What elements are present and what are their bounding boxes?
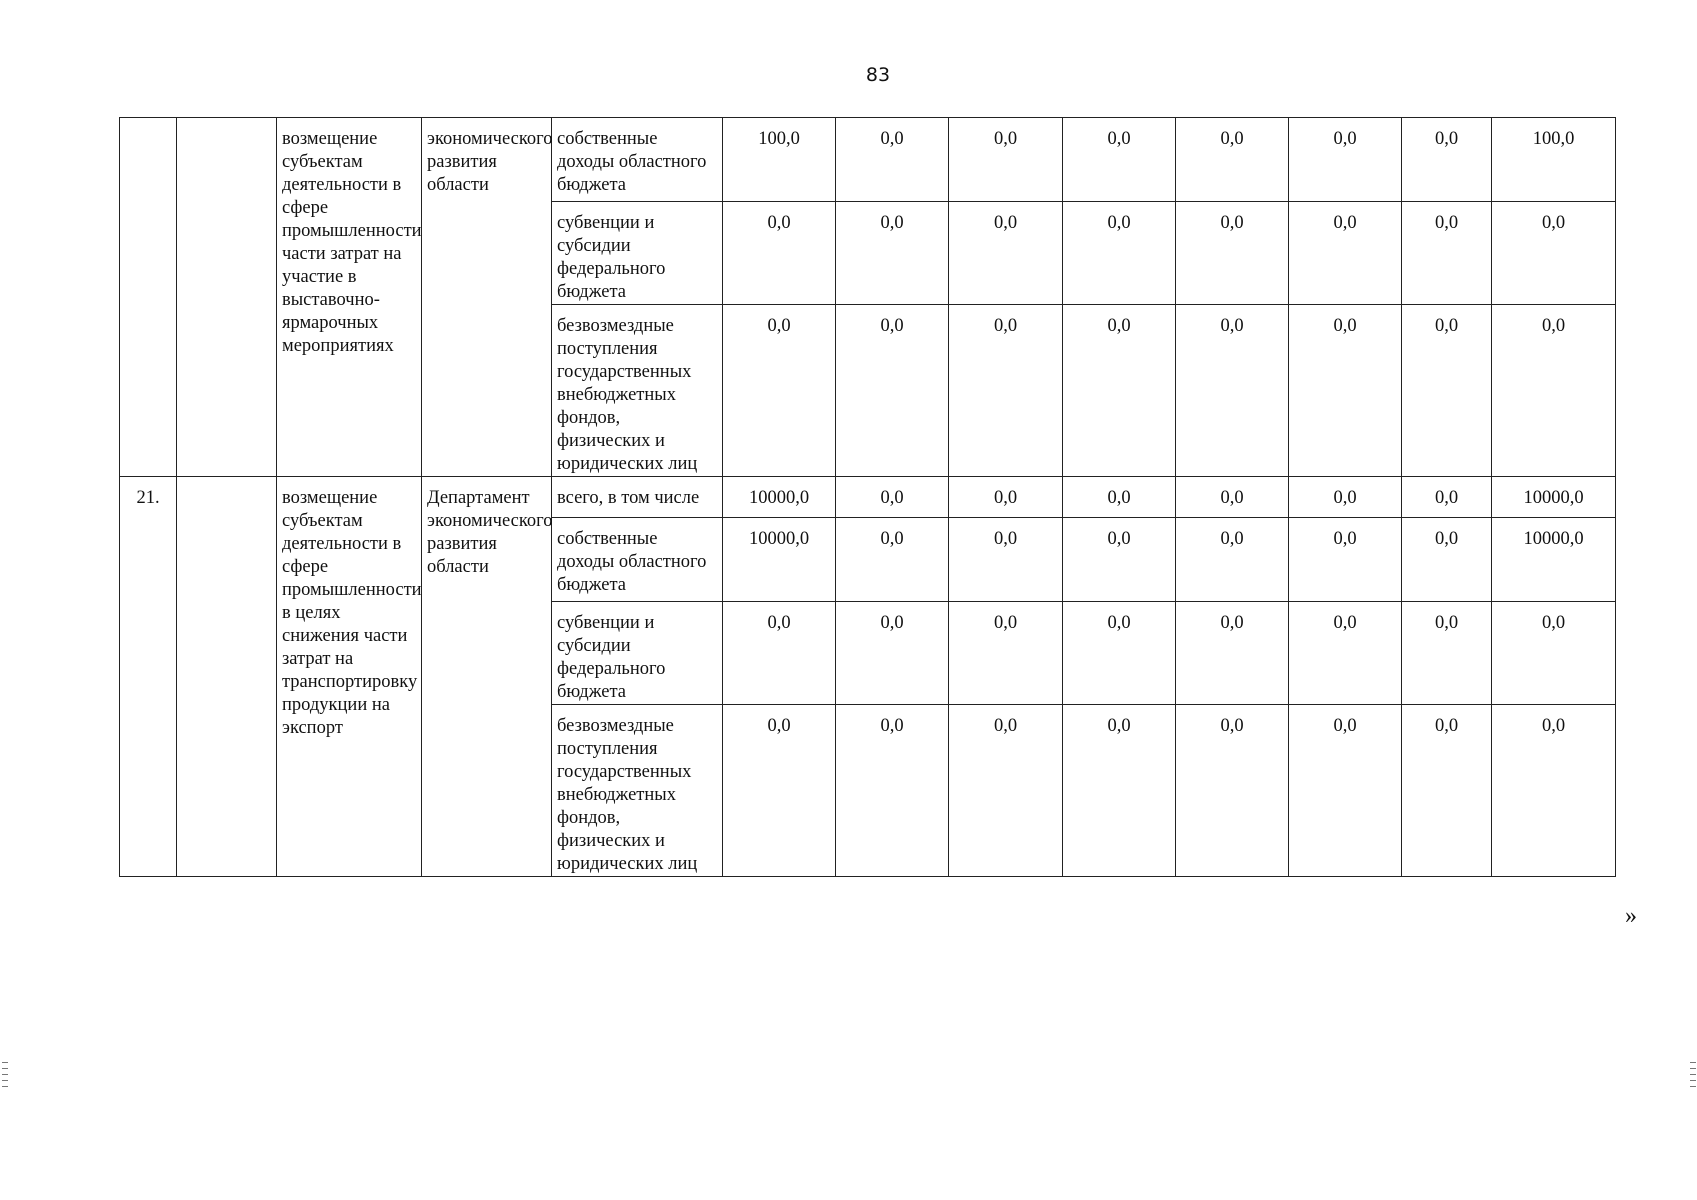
value-cell — [723, 705, 836, 877]
value-text: 0,0 — [993, 316, 1018, 336]
value-text: 0,0 — [993, 488, 1018, 508]
value-cell — [949, 602, 1063, 705]
value-text: 0,0 — [1541, 316, 1566, 336]
value-text: 0,0 — [1333, 129, 1357, 149]
measure-name-cell-text: возмещение субъектам деятельности в сфере промышленности в целях снижения части затрат на транспортировку продукции на экспорт — [282, 488, 422, 738]
value-cell — [723, 602, 836, 705]
value-text: 0,0 — [1107, 716, 1131, 736]
value-cell — [949, 518, 1063, 602]
value-cell — [836, 602, 949, 705]
funding-source-cell — [552, 202, 723, 305]
value-text: 0,0 — [1333, 488, 1357, 508]
value-text: 0,0 — [1333, 529, 1357, 549]
funding-source-text: собственные доходы областного бюджета — [557, 529, 707, 595]
value-text: 0,0 — [993, 129, 1018, 149]
value-text: 0,0 — [1220, 613, 1244, 633]
value-text: 0,0 — [880, 716, 904, 736]
value-cell — [723, 305, 836, 477]
executor-cell — [422, 118, 552, 477]
value-text: 0,0 — [1434, 316, 1459, 336]
value-cell — [1176, 202, 1289, 305]
value-text: 0,0 — [880, 129, 904, 149]
value-cell — [1492, 305, 1616, 477]
value-cell — [949, 305, 1063, 477]
value-cell — [1289, 518, 1402, 602]
value-text: 0,0 — [767, 613, 791, 633]
value-text: 0,0 — [1220, 716, 1244, 736]
value-cell — [836, 705, 949, 877]
value-text: 0,0 — [1107, 613, 1131, 633]
value-text: 10000,0 — [748, 488, 810, 508]
value-text: 100,0 — [1532, 129, 1575, 149]
value-cell — [1402, 477, 1492, 518]
value-cell — [1492, 118, 1616, 202]
value-text: 0,0 — [993, 213, 1018, 233]
value-text: 0,0 — [880, 529, 904, 549]
value-cell — [1063, 705, 1176, 877]
funding-source-text: субвенции и субсидии федерального бюджета — [557, 213, 666, 302]
budget-table — [119, 117, 1616, 877]
empty-cell-text — [177, 477, 276, 487]
funding-source-cell — [552, 118, 723, 202]
value-cell — [1402, 305, 1492, 477]
funding-source-cell — [552, 705, 723, 877]
value-cell — [1492, 705, 1616, 877]
empty-cell-text — [177, 118, 276, 128]
value-cell — [1402, 202, 1492, 305]
value-text: 0,0 — [1220, 129, 1244, 149]
value-cell — [1289, 118, 1402, 202]
value-text: 0,0 — [1220, 529, 1244, 549]
value-text: 0,0 — [1333, 613, 1357, 633]
closing-quote: » — [1625, 903, 1637, 929]
value-cell — [1289, 202, 1402, 305]
value-text: 0,0 — [767, 213, 791, 233]
funding-source-text: собственные доходы областного бюджета — [557, 129, 707, 195]
value-cell — [1402, 705, 1492, 877]
value-text: 0,0 — [1434, 613, 1459, 633]
value-cell — [723, 518, 836, 602]
funding-source-text: субвенции и субсидии федерального бюджета — [557, 613, 666, 702]
executor-cell — [422, 477, 552, 877]
value-text: 0,0 — [880, 213, 904, 233]
page-number: 83 — [865, 64, 891, 86]
value-cell — [1402, 518, 1492, 602]
value-text: 0,0 — [1220, 316, 1244, 336]
value-text: 0,0 — [880, 613, 904, 633]
value-cell — [836, 305, 949, 477]
value-text: 0,0 — [1434, 213, 1459, 233]
value-text: 10000,0 — [1523, 529, 1584, 549]
value-cell — [949, 118, 1063, 202]
value-cell — [723, 202, 836, 305]
value-text: 0,0 — [1434, 488, 1459, 508]
value-cell — [836, 202, 949, 305]
value-text: 0,0 — [1220, 213, 1244, 233]
value-cell — [1176, 305, 1289, 477]
value-cell — [1402, 118, 1492, 202]
value-cell — [1063, 118, 1176, 202]
value-text: 10000,0 — [748, 529, 810, 549]
value-text: 0,0 — [1434, 129, 1459, 149]
value-cell — [1176, 118, 1289, 202]
funding-source-text: безвозмездные поступления государственных внебюджетных фондов, физических и юридических лиц — [557, 316, 698, 474]
funding-source-cell — [552, 477, 723, 518]
value-cell — [949, 202, 1063, 305]
value-cell — [949, 705, 1063, 877]
funding-source-cell — [552, 305, 723, 477]
table-body — [120, 118, 1616, 877]
value-cell — [1176, 602, 1289, 705]
value-cell — [1063, 202, 1176, 305]
value-cell — [1063, 477, 1176, 518]
value-text: 0,0 — [880, 316, 904, 336]
value-text: 0,0 — [767, 716, 791, 736]
value-text: 10000,0 — [1523, 488, 1584, 508]
table-row — [120, 477, 1616, 518]
value-text: 0,0 — [1107, 213, 1131, 233]
empty-cell — [177, 477, 277, 877]
value-cell — [723, 477, 836, 518]
value-cell — [1289, 305, 1402, 477]
value-text: 0,0 — [767, 316, 791, 336]
value-cell — [1176, 518, 1289, 602]
value-text: 0,0 — [1434, 529, 1459, 549]
value-text: 100,0 — [758, 129, 800, 149]
table-row — [120, 118, 1616, 202]
value-cell — [723, 118, 836, 202]
value-text: 0,0 — [1333, 316, 1357, 336]
value-cell — [1063, 305, 1176, 477]
measure-name-cell — [277, 118, 422, 477]
value-cell — [1289, 477, 1402, 518]
value-cell — [836, 118, 949, 202]
executor-cell-text: Департамент экономического развития области — [427, 488, 553, 577]
value-text: 0,0 — [993, 529, 1018, 549]
value-cell — [836, 477, 949, 518]
value-text: 0,0 — [1434, 716, 1459, 736]
value-cell — [1289, 705, 1402, 877]
value-text: 0,0 — [1107, 488, 1131, 508]
value-text: 0,0 — [993, 613, 1018, 633]
funding-source-text: безвозмездные поступления государственных внебюджетных фондов, физических и юридических лиц — [557, 716, 698, 874]
value-text: 0,0 — [1107, 529, 1131, 549]
value-text: 0,0 — [1541, 213, 1566, 233]
measure-name-cell-text: возмещение субъектам деятельности в сфере промышленности части затрат на участие в выставочно-ярмарочных мероприятиях — [282, 129, 422, 356]
value-cell — [1176, 477, 1289, 518]
left-edge-marks — [2, 1062, 8, 1088]
value-cell — [1402, 602, 1492, 705]
value-cell — [1492, 477, 1616, 518]
value-cell — [1063, 602, 1176, 705]
funding-source-text: всего, в том числе — [557, 488, 700, 508]
row-index-cell-text — [120, 118, 176, 128]
value-text: 0,0 — [1541, 716, 1566, 736]
right-edge-marks — [1690, 1062, 1696, 1088]
value-text: 0,0 — [880, 488, 904, 508]
row-index-cell — [120, 477, 177, 877]
measure-name-cell — [277, 477, 422, 877]
value-text: 0,0 — [1107, 129, 1131, 149]
value-text: 0,0 — [993, 716, 1018, 736]
executor-cell-text: экономического развития области — [427, 129, 553, 195]
value-cell — [1063, 518, 1176, 602]
value-text: 0,0 — [1107, 316, 1131, 336]
value-cell — [836, 518, 949, 602]
value-cell — [949, 477, 1063, 518]
value-cell — [1289, 602, 1402, 705]
empty-cell — [177, 118, 277, 477]
value-cell — [1492, 602, 1616, 705]
value-cell — [1492, 518, 1616, 602]
value-text: 0,0 — [1333, 213, 1357, 233]
row-index-cell-text: 21. — [136, 488, 160, 508]
value-text: 0,0 — [1541, 613, 1566, 633]
funding-source-cell — [552, 602, 723, 705]
value-text: 0,0 — [1333, 716, 1357, 736]
value-cell — [1492, 202, 1616, 305]
funding-source-cell — [552, 518, 723, 602]
row-index-cell — [120, 118, 177, 477]
value-text: 0,0 — [1220, 488, 1244, 508]
value-cell — [1176, 705, 1289, 877]
